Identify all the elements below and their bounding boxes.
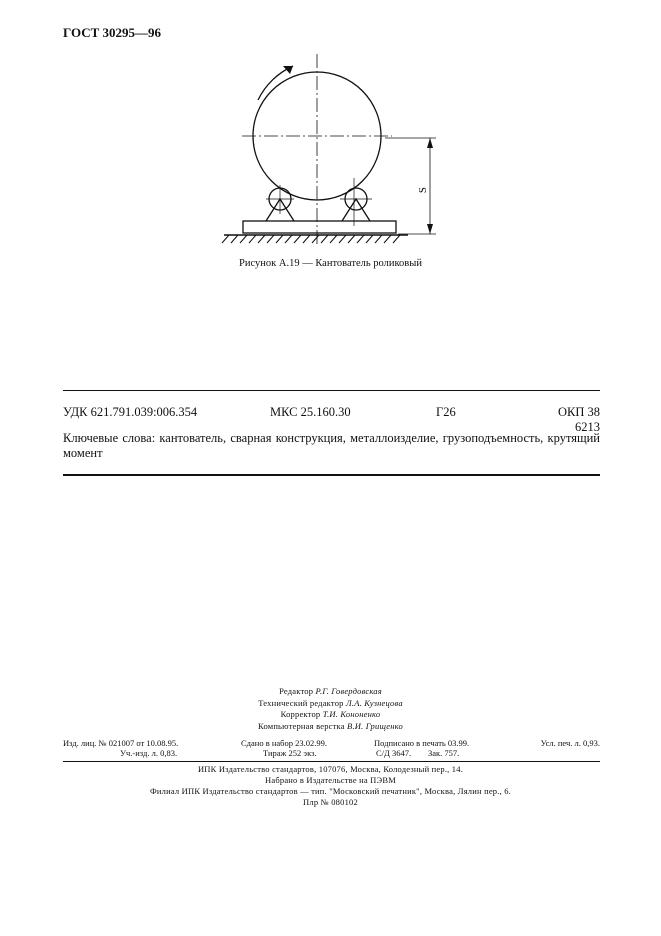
pub-circulation: Тираж 252 экз. <box>263 748 317 758</box>
pub-edu-sheets: Уч.-изд. л. 0,83. <box>120 748 178 758</box>
pub-print-sheets: Усл. печ. л. 0,93. <box>540 738 600 748</box>
roller-turner-drawing <box>0 0 661 256</box>
pub-signed: Подписано в печать 03.99. <box>374 738 470 748</box>
pub-license: Изд. лиц. № 021007 от 10.08.95. <box>63 738 179 748</box>
top-rule <box>63 390 600 391</box>
okp-code: ОКП 38 6213 <box>557 405 600 434</box>
imprint-line: Плр № 080102 <box>303 797 358 807</box>
keywords: Ключевые слова: кантователь, сварная конструкция, металлоизделие, грузоподъемность, крутящий момент <box>63 431 600 460</box>
credit-editor: Редактор Р.Г. Говердовская <box>279 686 382 696</box>
imprint-block <box>0 764 661 808</box>
udk-code: УДК 621.791.039:006.354 <box>63 405 198 419</box>
base-frame <box>243 221 396 233</box>
document-header: ГОСТ 30295—96 <box>63 25 162 40</box>
credit-corrector: Корректор Т.И. Кононенко <box>280 709 381 719</box>
mks-code: МКС 25.160.30 <box>270 405 351 419</box>
pub-order: Зак. 757. <box>428 748 460 758</box>
imprint-line: ИПК Издательство стандартов, 107076, Москва, Колодезный пер., 14. <box>197 764 464 774</box>
dimension-s-label: S <box>417 186 429 194</box>
figure-caption: Рисунок А.19 — Кантователь роликовый <box>239 258 422 269</box>
pub-typeset: Сдано в набор 23.02.99. <box>241 738 327 748</box>
credit-tech-editor: Технический редактор Л.А. Кузнецова <box>258 697 403 708</box>
imprint-line: Набрано в Издательстве на ПЭВМ <box>265 775 396 785</box>
group-code: Г26 <box>436 405 456 419</box>
imprint-line: Филиал ИПК Издательство стандартов — тип. "Московский печатник", Москва, Лялин пер., 6. <box>150 786 511 796</box>
credit-layout: Компьютерная верстка В.И. Грищенко <box>258 720 403 731</box>
credits-block <box>0 686 661 732</box>
pub-code: С/Д 3647. <box>376 748 412 758</box>
imprint-rule <box>63 761 600 762</box>
keywords-rule <box>63 474 600 476</box>
